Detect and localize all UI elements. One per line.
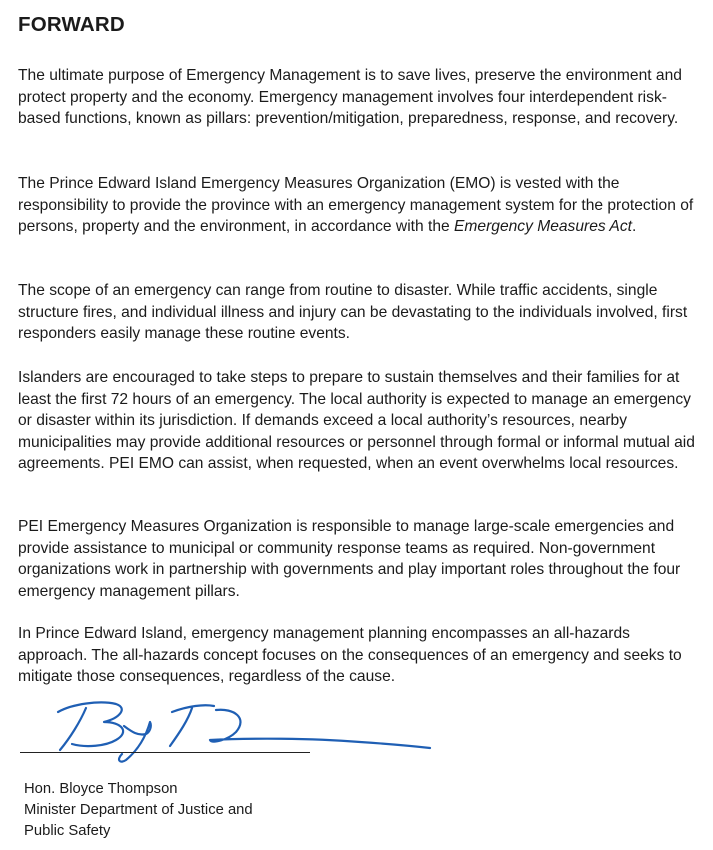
signature-stroke-tail: [210, 710, 430, 748]
signature-stroke-t-bar: [172, 705, 214, 712]
signature-stroke-y: [119, 722, 151, 762]
signature-line: [20, 752, 310, 753]
paragraph-emo-responsibility: [18, 173, 703, 238]
signature-stroke-t-stem: [170, 708, 192, 746]
paragraph-emo-period: .: [631, 218, 637, 235]
document-title: FORWARD: [18, 13, 125, 36]
paragraph-scope: The scope of an emergency can range from routine to disaster. While traffic accidents, single structure fires, and individual illness and injury can be devastating to the individuals involved, first responders easily manage these routine events.: [18, 282, 688, 342]
paragraph-purpose: The ultimate purpose of Emergency Management is to save lives, preserve the environment and protect property and the economy. Emergency management involves four interdependent risk-based functions, known as pillars: prevention/mitigation, preparedness, response, and recovery.: [18, 67, 682, 127]
signer-title-line-2: Public Safety: [24, 823, 111, 839]
paragraph-all-hazards: In Prince Edward Island, emergency management planning encompasses an all-hazards approach. The all-hazards concept focuses on the consequences of an emergency and seeks to mitigate those consequences, regardless of the cause.: [18, 625, 682, 685]
signer-title-line-1: Minister Department of Justice and: [24, 802, 253, 818]
handwritten-signature: [20, 692, 440, 764]
paragraph-emo-text: The Prince Edward Island Emergency Measures Organization (EMO) is vested with the responsibility to provide the province with an emergency management system for the protection of persons, property and the environment, in accordance with the: [18, 175, 694, 235]
act-name-italic: Emergency Measures Act: [454, 218, 632, 235]
signer-name: Hon. Bloyce Thompson: [24, 781, 178, 797]
paragraph-islanders: Islanders are encouraged to take steps to prepare to sustain themselves and their families for at least the first 72 hours of an emergency. The local authority is expected to manage an emergency or disaster within its jurisdiction. If demands exceed a local authority’s resources, nearby municipalities may provide additional resources or personnel through formal or informal mutual aid agreements. PEI EMO can assist, when requested, when an event overwhelms local resources.: [18, 369, 695, 472]
paragraph-pei-emo: PEI Emergency Measures Organization is responsible to manage large-scale emergencies and provide assistance to municipal or community response teams as required. Non-government organizations work in partnership with governments and play important roles throughout the four emergency management pillars.: [18, 518, 681, 600]
